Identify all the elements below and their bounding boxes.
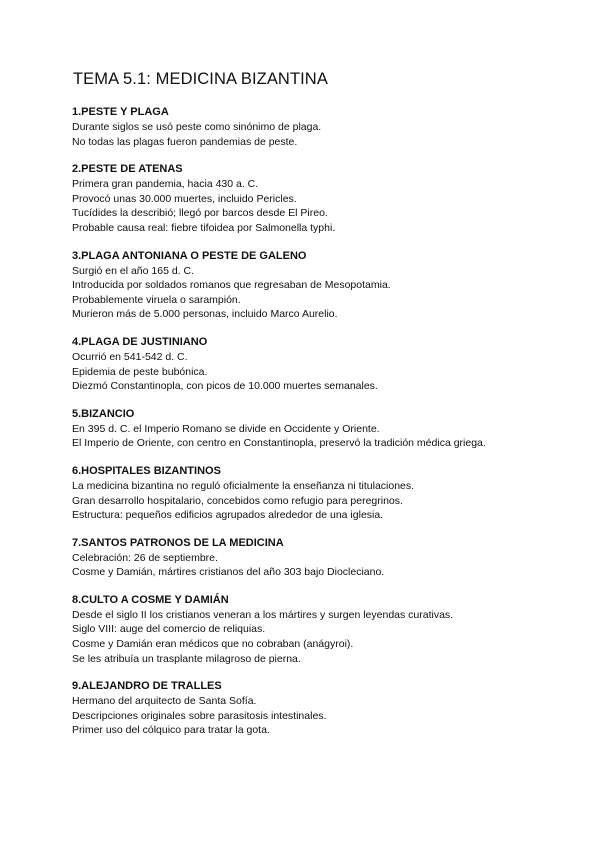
section-line: Probablemente viruela o sarampión.	[72, 293, 241, 306]
section-line: Primer uso del cólquico para tratar la gota.	[72, 724, 270, 737]
section-line: Murieron más de 5.000 personas, incluido Marco Aurelio.	[72, 308, 338, 321]
section-line: Estructura: pequeños edificios agrupados alrededor de una iglesia.	[72, 509, 384, 522]
section-line: Se les atribuía un trasplante milagroso de pierna.	[72, 652, 301, 665]
section-heading: 9.ALEJANDRO DE TRALLES	[72, 680, 222, 693]
section	[72, 249, 572, 322]
document-title: TEMA 5.1: MEDICINA BIZANTINA	[73, 70, 328, 88]
section-line: Descripciones originales sobre parasitosis intestinales.	[72, 709, 327, 722]
section-heading: 2.PESTE DE ATENAS	[72, 163, 183, 176]
section	[72, 105, 572, 149]
section	[72, 464, 572, 523]
section-line: Cosme y Damián, mártires cristianos del año 303 bajo Diocleciano.	[72, 566, 385, 579]
section-line: En 395 d. C. el Imperio Romano se divide en Occidente y Oriente.	[72, 422, 380, 435]
section-line: Probable causa real: fiebre tifoidea por Salmonella typhi.	[72, 221, 336, 234]
section	[72, 593, 572, 666]
section	[72, 536, 572, 580]
section-heading: 7.SANTOS PATRONOS DE LA MEDICINA	[72, 536, 284, 549]
section-line: Durante siglos se usó peste como sinónimo de plaga.	[72, 121, 322, 133]
section-heading: 6.HOSPITALES BIZANTINOS	[72, 464, 221, 477]
section	[72, 162, 572, 235]
section-line: Ocurrió en 541-542 d. C.	[72, 350, 188, 363]
section	[72, 679, 572, 738]
section-line: Gran desarrollo hospitalario, concebidos como refugio para peregrinos.	[72, 494, 403, 507]
section-line: Desde el siglo II los cristianos veneran a los mártires y surgen leyendas curativas.	[72, 608, 454, 621]
section-heading: 8.CULTO A COSME Y DAMIÁN	[72, 593, 229, 606]
section-line: La medicina bizantina no reguló oficialmente la enseñanza ni titulaciones.	[72, 479, 415, 492]
section-heading: 3.PLAGA ANTONIANA O PESTE DE GALENO	[72, 249, 307, 262]
section-line: Celebración: 26 de septiembre.	[72, 551, 218, 564]
section	[72, 335, 572, 394]
section-line: Primera gran pandemia, hacia 430 a. C.	[72, 178, 259, 191]
section	[72, 407, 572, 451]
section-line: Siglo VIII: auge del comercio de reliquias.	[72, 623, 266, 636]
section-line: Introducida por soldados romanos que regresaban de Mesopotamia.	[72, 279, 391, 292]
section-line: No todas las plagas fueron pandemias de peste.	[72, 135, 298, 148]
section-line: Surgió en el año 165 d. C.	[72, 264, 195, 277]
section-line: El Imperio de Oriente, con centro en Constantinopla, preservó la tradición médica griega.	[72, 437, 486, 450]
section-line: Diezmó Constantinopla, con picos de 10.000 muertes semanales.	[72, 380, 378, 393]
section-heading: 1.PESTE Y PLAGA	[72, 106, 169, 118]
section-line: Tucídides la describió; llegó por barcos desde El Pireo.	[72, 207, 328, 220]
section-line: Provocó unas 30.000 muertes, incluido Pericles.	[72, 192, 297, 205]
section-heading: 5.BIZANCIO	[72, 407, 135, 420]
section-line: Hermano del arquitecto de Santa Sofía.	[72, 695, 257, 708]
section-line: Cosme y Damián eran médicos que no cobraban (anágyroi).	[72, 638, 354, 651]
section-heading: 4.PLAGA DE JUSTINIANO	[72, 335, 208, 348]
section-line: Epidemia de peste bubónica.	[72, 365, 208, 378]
sections-container	[72, 105, 572, 738]
